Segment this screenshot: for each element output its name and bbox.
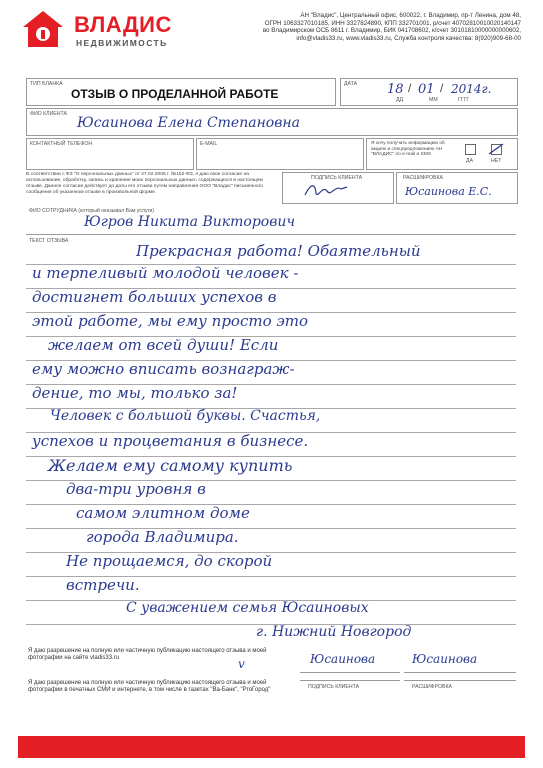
review-line: желаем от всей души! Если — [48, 336, 279, 354]
employee-value: Югров Никита Викторович — [84, 214, 296, 230]
date-label: ДАТА — [344, 81, 358, 87]
footer-decode1-value: Юсаинова — [412, 652, 478, 666]
house-logo-icon — [22, 10, 64, 48]
phone-field[interactable] — [26, 138, 194, 170]
review-line: самом элитном доме — [76, 504, 250, 522]
email-field[interactable] — [196, 138, 364, 170]
date-separator: / — [440, 81, 444, 95]
review-line: этой работе, мы ему просто это — [32, 312, 309, 330]
review-line: Не прощаемся, до скорой — [66, 552, 273, 570]
date-dd-label: ДД — [396, 97, 404, 103]
signature-icon — [301, 179, 351, 201]
date-yyyy-label: ГГГГ — [458, 97, 470, 103]
email-label: E-MAIL — [200, 141, 218, 147]
permission-website-text: Я даю разрешение на полную или частичную публикацию настоящего отзыва и моей фотографии на сайте vladis33.ru — [28, 648, 267, 662]
date-separator: / — [408, 81, 412, 95]
review-line: и терпеливый молодой человек - — [32, 264, 299, 282]
review-line: Человек с большой буквы. Счастья, — [50, 408, 321, 424]
company-info-line: info@vladis33.ru, www.vladis33.ru, Служба контроля качества: 8(920)909-68-00 — [296, 34, 521, 42]
review-line: достигнет больших успехов в — [32, 288, 277, 306]
review-line: два-три уровня в — [66, 480, 206, 498]
company-info-line: АН "Владис", Центральный офис, 600022, г. Владимир, пр-т Ленина, дом 48, — [300, 12, 521, 19]
review-label: ТЕКСТ ОТЗЫВА — [29, 238, 69, 244]
client-signature-box[interactable] — [282, 172, 394, 204]
review-line: успехов и процветания в бизнесе. — [32, 432, 309, 450]
no-mark-icon — [487, 142, 505, 156]
permission-print-sign[interactable] — [300, 680, 400, 705]
permission-print-text: Я даю разрешение на полную или частичную публикацию настоящего отзыва и моей фотографии в печатных СМИ и интернете, в том числе в газетах "Ва-Банк", "РгоГород" — [28, 680, 271, 694]
employee-field[interactable] — [26, 206, 516, 235]
phone-label: КОНТАКТНЫЙ ТЕЛЕФОН — [30, 141, 93, 147]
review-line: дение, то мы, только за! — [32, 384, 238, 402]
company-info — [221, 12, 521, 42]
permission-checkmark: v — [238, 657, 245, 671]
permission-website-sign[interactable] — [300, 648, 400, 673]
brand-name: ВЛАДИС — [74, 12, 172, 37]
permission-website-decode[interactable] — [404, 648, 516, 673]
review-line: встречи. — [66, 576, 140, 594]
date-year: 2014г. — [451, 82, 492, 96]
decode-box[interactable] — [396, 172, 518, 204]
review-line: ему можно вписать вознаграж- — [32, 360, 295, 378]
permission-print-decode[interactable] — [404, 680, 516, 705]
client-name-label: ФИО КЛИЕНТА — [30, 111, 67, 117]
decode-label: РАСШИФРОВКА — [403, 175, 443, 181]
brand-subtitle: НЕДВИЖИМОСТЬ — [76, 38, 168, 48]
client-name-value: Юсаинова Елена Степановна — [77, 115, 300, 131]
yes-label: ДА — [466, 158, 473, 164]
form-type-box — [26, 78, 336, 106]
company-info-line: ОГРН 1063327010185, ИНН 3327824890, КПП 332701001, р/счет 40702810010020140147 — [264, 19, 521, 27]
consent-text: В соответствии с ФЗ "О персональных данных" от 27.02.2006 г. №152-ФЗ, я даю свое согласие на использование, обработку, запись и хранение моих персональных данных, содержащихся в настоящем отзыве. Данное согласие действует до даты его отзыва путем направления ООО "Владис" письменного сообщения об указанном отзыве в произвольной форме. — [26, 172, 263, 195]
subscribe-yes-checkbox[interactable] — [465, 144, 476, 155]
review-line: города Владимира. — [86, 528, 239, 546]
client-signature-label: ПОДПИСЬ КЛИЕНТА — [311, 175, 363, 181]
date-mm-label: ММ — [429, 97, 438, 103]
footer-decode-label: РАСШИФРОВКА — [412, 684, 452, 690]
footer-sign1-value: Юсаинова — [310, 652, 376, 666]
employee-label: ФИО СОТРУДНИКА (который оказывал Вам услуги) — [29, 208, 155, 214]
company-info-line: во Владимирском ОСБ 8611 г. Владимир, БИК 041708602, к/счет 30101810000000000602, — [262, 27, 521, 35]
footer-sign-label: ПОДПИСЬ КЛИЕНТА — [308, 684, 360, 690]
no-label: НЕТ — [491, 158, 502, 164]
decode-value: Юсаинова Е.С. — [405, 185, 492, 198]
footer-band — [18, 736, 525, 758]
date-box — [340, 78, 518, 106]
review-area[interactable] — [26, 236, 516, 646]
subscribe-box — [366, 138, 518, 170]
review-line: С уважением семья Юсаиновых — [126, 600, 369, 616]
date-day: 18 — [387, 82, 404, 97]
form-type-label: ТИП БЛАНКА — [30, 81, 63, 87]
form-type-value: ОТЗЫВ О ПРОДЕЛАННОЙ РАБОТЕ — [71, 87, 279, 101]
subscribe-text: Я хочу получать информацию об акциях и спецпредложениях АН "ВЛАДИС" по e-mail и SMS — [371, 141, 445, 158]
date-month: 01 — [418, 82, 435, 97]
review-line: Желаем ему самому купить — [48, 456, 293, 475]
review-line: г. Нижний Новгород — [256, 624, 412, 640]
review-line: Прекрасная работа! Обаятельный — [136, 242, 421, 260]
client-name-field[interactable] — [26, 108, 518, 136]
